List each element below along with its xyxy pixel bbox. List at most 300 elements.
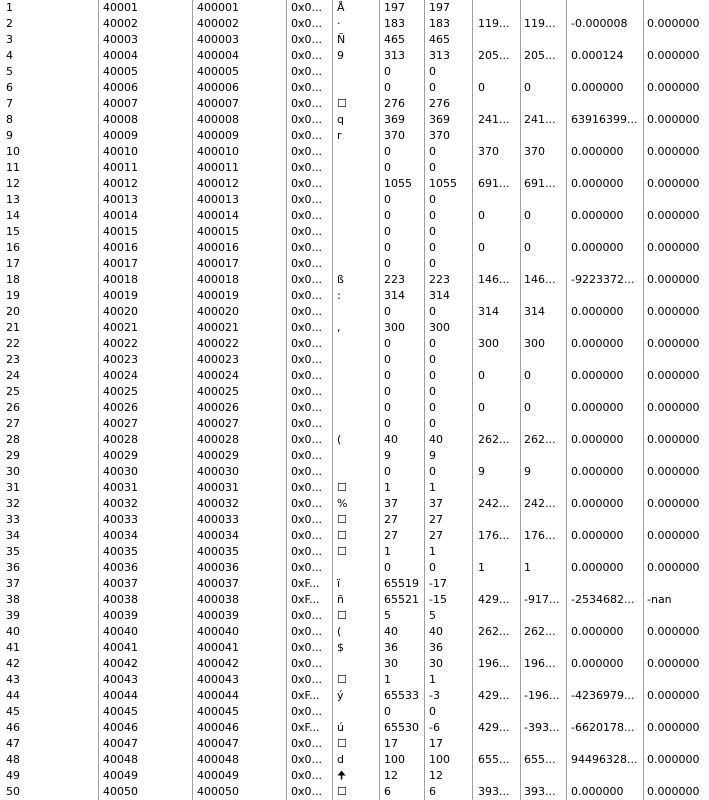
- unsigned-value-cell: 369: [384, 113, 405, 126]
- long-signed-value-cell: [524, 768, 566, 784]
- signed-value-cell: 30: [429, 657, 443, 670]
- register-address-long-cell: 400025: [197, 385, 239, 398]
- long-unsigned-value-cell: 1: [478, 561, 485, 574]
- long-signed-value-cell: [524, 288, 566, 304]
- hex-value-cell: 0x0...: [291, 1, 322, 14]
- float-value-cell: [571, 480, 643, 496]
- register-address-cell: 40046: [103, 721, 138, 734]
- char-value-cell: ☐: [337, 97, 347, 110]
- register-address-cell: 40033: [103, 513, 138, 526]
- register-address-cell: 40040: [103, 625, 138, 638]
- long-unsigned-value-cell: 0: [478, 209, 485, 222]
- char-value-cell: r: [337, 129, 342, 142]
- double-value-cell: [647, 0, 707, 16]
- register-address-long-cell: 400012: [197, 177, 239, 190]
- table-row[interactable]: [0, 112, 709, 128]
- double-value-cell: [647, 544, 707, 560]
- unsigned-value-cell: 27: [384, 529, 398, 542]
- signed-value-cell: 276: [429, 97, 450, 110]
- float-value-cell: [571, 768, 643, 784]
- char-value-cell: [337, 336, 379, 352]
- signed-value-cell: 12: [429, 769, 443, 782]
- hex-value-cell: 0x0...: [291, 81, 322, 94]
- unsigned-value-cell: 314: [384, 289, 405, 302]
- long-unsigned-value-cell: 655...: [478, 753, 510, 766]
- float-value-cell: [571, 256, 643, 272]
- hex-value-cell: 0xF...: [291, 593, 320, 606]
- row-index-cell: 25: [6, 385, 20, 398]
- double-value-cell: 0.000000: [647, 529, 700, 542]
- register-address-long-cell: 400019: [197, 289, 239, 302]
- double-value-cell: 0.000000: [647, 465, 700, 478]
- double-value-cell: [647, 320, 707, 336]
- char-value-cell: [337, 400, 379, 416]
- table-row[interactable]: [0, 496, 709, 512]
- long-signed-value-cell: [524, 384, 566, 400]
- register-address-long-cell: 400020: [197, 305, 239, 318]
- table-row[interactable]: [0, 512, 709, 528]
- double-value-cell: 0.000000: [647, 657, 700, 670]
- table-row[interactable]: [0, 528, 709, 544]
- hex-value-cell: 0x0...: [291, 305, 322, 318]
- long-unsigned-value-cell: [478, 512, 520, 528]
- long-signed-value-cell: 314: [524, 305, 545, 318]
- table-row[interactable]: [0, 608, 709, 624]
- long-unsigned-value-cell: [478, 288, 520, 304]
- long-signed-value-cell: 370: [524, 145, 545, 158]
- hex-value-cell: 0x0...: [291, 65, 322, 78]
- char-value-cell: [337, 704, 379, 720]
- table-row[interactable]: [0, 304, 709, 320]
- float-value-cell: [571, 704, 643, 720]
- hex-value-cell: 0x0...: [291, 417, 322, 430]
- long-signed-value-cell: 119...: [524, 17, 556, 30]
- row-index-cell: 26: [6, 401, 20, 414]
- long-signed-value-cell: 242...: [524, 497, 556, 510]
- table-row[interactable]: [0, 288, 709, 304]
- double-value-cell: [647, 160, 707, 176]
- signed-value-cell: 0: [429, 161, 436, 174]
- row-index-cell: 24: [6, 369, 20, 382]
- long-signed-value-cell: [524, 192, 566, 208]
- register-address-long-cell: 400032: [197, 497, 239, 510]
- char-value-cell: ☐: [337, 609, 347, 622]
- double-value-cell: [647, 672, 707, 688]
- row-index-cell: 13: [6, 193, 20, 206]
- hex-value-cell: 0x0...: [291, 625, 322, 638]
- long-signed-value-cell: 0: [524, 241, 531, 254]
- signed-value-cell: 1: [429, 545, 436, 558]
- signed-value-cell: 0: [429, 241, 436, 254]
- unsigned-value-cell: 0: [384, 465, 391, 478]
- long-signed-value-cell: 300: [524, 337, 545, 350]
- table-row[interactable]: [0, 0, 709, 16]
- register-address-long-cell: 400049: [197, 769, 239, 782]
- table-row[interactable]: [0, 144, 709, 160]
- table-row[interactable]: [0, 336, 709, 352]
- hex-value-cell: 0x0...: [291, 225, 322, 238]
- long-signed-value-cell: 241...: [524, 113, 556, 126]
- signed-value-cell: 0: [429, 305, 436, 318]
- row-index-cell: 5: [6, 65, 13, 78]
- double-value-cell: [647, 64, 707, 80]
- char-value-cell: ý: [337, 689, 344, 702]
- unsigned-value-cell: 6: [384, 785, 391, 798]
- register-address-long-cell: 400043: [197, 673, 239, 686]
- register-address-long-cell: 400033: [197, 513, 239, 526]
- char-value-cell: %: [337, 497, 348, 510]
- float-value-cell: [571, 576, 643, 592]
- register-address-long-cell: 400050: [197, 785, 239, 798]
- register-address-cell: 40037: [103, 577, 138, 590]
- hex-value-cell: 0x0...: [291, 321, 322, 334]
- char-value-cell: [337, 80, 379, 96]
- register-address-cell: 40035: [103, 545, 138, 558]
- table-row[interactable]: [0, 272, 709, 288]
- hex-value-cell: 0x0...: [291, 705, 322, 718]
- table-row[interactable]: [0, 464, 709, 480]
- register-address-long-cell: 400010: [197, 145, 239, 158]
- register-address-cell: 40018: [103, 273, 138, 286]
- register-address-long-cell: 400011: [197, 161, 239, 174]
- long-signed-value-cell: [524, 640, 566, 656]
- table-row[interactable]: [0, 240, 709, 256]
- long-unsigned-value-cell: [478, 96, 520, 112]
- table-row[interactable]: [0, 544, 709, 560]
- row-index-cell: 46: [6, 721, 20, 734]
- double-value-cell: [647, 384, 707, 400]
- table-row[interactable]: [0, 688, 709, 704]
- char-value-cell: :: [337, 289, 341, 302]
- double-value-cell: [647, 256, 707, 272]
- table-row[interactable]: [0, 32, 709, 48]
- register-address-cell: 40025: [103, 385, 138, 398]
- hex-value-cell: 0x0...: [291, 545, 322, 558]
- table-row[interactable]: [0, 16, 709, 32]
- table-row[interactable]: [0, 320, 709, 336]
- table-row[interactable]: [0, 128, 709, 144]
- unsigned-value-cell: 1: [384, 673, 391, 686]
- register-address-long-cell: 400024: [197, 369, 239, 382]
- row-index-cell: 6: [6, 81, 13, 94]
- double-value-cell: [647, 512, 707, 528]
- float-value-cell: -2534682...: [571, 593, 635, 606]
- row-index-cell: 38: [6, 593, 20, 606]
- register-address-cell: 40011: [103, 161, 138, 174]
- table-row[interactable]: [0, 624, 709, 640]
- table-row[interactable]: [0, 208, 709, 224]
- table-row[interactable]: [0, 784, 709, 800]
- float-value-cell: [571, 32, 643, 48]
- signed-value-cell: 0: [429, 337, 436, 350]
- signed-value-cell: 0: [429, 65, 436, 78]
- register-address-cell: 40007: [103, 97, 138, 110]
- register-address-long-cell: 400013: [197, 193, 239, 206]
- unsigned-value-cell: 1: [384, 545, 391, 558]
- long-unsigned-value-cell: [478, 736, 520, 752]
- register-address-long-cell: 400039: [197, 609, 239, 622]
- row-index-cell: 31: [6, 481, 20, 494]
- long-signed-value-cell: [524, 608, 566, 624]
- float-value-cell: [571, 512, 643, 528]
- hex-value-cell: 0x0...: [291, 513, 322, 526]
- hex-value-cell: 0x0...: [291, 609, 322, 622]
- register-address-cell: 40009: [103, 129, 138, 142]
- long-unsigned-value-cell: [478, 704, 520, 720]
- signed-value-cell: 6: [429, 785, 436, 798]
- double-value-cell: [647, 480, 707, 496]
- signed-value-cell: 1: [429, 673, 436, 686]
- signed-value-cell: -17: [429, 577, 447, 590]
- char-value-cell: ï: [337, 577, 341, 590]
- table-row[interactable]: [0, 560, 709, 576]
- table-row[interactable]: [0, 432, 709, 448]
- signed-value-cell: 1: [429, 481, 436, 494]
- float-value-cell: [571, 672, 643, 688]
- long-unsigned-value-cell: 314: [478, 305, 499, 318]
- table-row[interactable]: [0, 192, 709, 208]
- float-value-cell: -4236979...: [571, 689, 635, 702]
- char-value-cell: Ñ: [337, 33, 346, 46]
- row-index-cell: 23: [6, 353, 20, 366]
- row-index-cell: 47: [6, 737, 20, 750]
- float-value-cell: [571, 128, 643, 144]
- hex-value-cell: 0x0...: [291, 161, 322, 174]
- row-index-cell: 12: [6, 177, 20, 190]
- signed-value-cell: 9: [429, 449, 436, 462]
- row-index-cell: 1: [6, 1, 13, 14]
- long-signed-value-cell: [524, 32, 566, 48]
- float-value-cell: [571, 64, 643, 80]
- double-value-cell: 0.000000: [647, 113, 700, 126]
- hex-value-cell: 0x0...: [291, 129, 322, 142]
- signed-value-cell: 40: [429, 625, 443, 638]
- row-index-cell: 3: [6, 33, 13, 46]
- table-row[interactable]: [0, 752, 709, 768]
- register-address-long-cell: 400002: [197, 17, 239, 30]
- hex-value-cell: 0x0...: [291, 33, 322, 46]
- unsigned-value-cell: 12: [384, 769, 398, 782]
- register-address-cell: 40020: [103, 305, 138, 318]
- register-address-cell: 40043: [103, 673, 138, 686]
- float-value-cell: [571, 224, 643, 240]
- double-value-cell: [647, 224, 707, 240]
- signed-value-cell: 0: [429, 225, 436, 238]
- table-row[interactable]: [0, 64, 709, 80]
- char-value-cell: [337, 352, 379, 368]
- table-row[interactable]: [0, 176, 709, 192]
- register-address-cell: 40036: [103, 561, 138, 574]
- table-row[interactable]: [0, 400, 709, 416]
- hex-value-cell: 0x0...: [291, 177, 322, 190]
- row-index-cell: 36: [6, 561, 20, 574]
- float-value-cell: 0.000000: [571, 241, 624, 254]
- long-signed-value-cell: 176...: [524, 529, 556, 542]
- unsigned-value-cell: 300: [384, 321, 405, 334]
- table-row[interactable]: [0, 416, 709, 432]
- float-value-cell: 0.000000: [571, 497, 624, 510]
- double-value-cell: [647, 96, 707, 112]
- double-value-cell: 0.000000: [647, 785, 700, 798]
- long-signed-value-cell: 146...: [524, 273, 556, 286]
- register-address-cell: 40042: [103, 657, 138, 670]
- register-address-long-cell: 400003: [197, 33, 239, 46]
- long-signed-value-cell: [524, 128, 566, 144]
- long-unsigned-value-cell: [478, 672, 520, 688]
- row-index-cell: 27: [6, 417, 20, 430]
- unsigned-value-cell: 1055: [384, 177, 412, 190]
- double-value-cell: [647, 704, 707, 720]
- table-row[interactable]: [0, 592, 709, 608]
- table-row[interactable]: [0, 448, 709, 464]
- register-address-cell: 40014: [103, 209, 138, 222]
- char-value-cell: [337, 368, 379, 384]
- table-row[interactable]: [0, 736, 709, 752]
- long-signed-value-cell: [524, 480, 566, 496]
- unsigned-value-cell: 0: [384, 193, 391, 206]
- register-address-cell: 40048: [103, 753, 138, 766]
- register-address-long-cell: 400038: [197, 593, 239, 606]
- double-value-cell: 0.000000: [647, 401, 700, 414]
- hex-value-cell: 0xF...: [291, 721, 320, 734]
- char-value-cell: [337, 256, 379, 272]
- register-address-long-cell: 400005: [197, 65, 239, 78]
- table-row[interactable]: [0, 384, 709, 400]
- table-row[interactable]: [0, 368, 709, 384]
- hex-value-cell: 0x0...: [291, 785, 322, 798]
- signed-value-cell: 17: [429, 737, 443, 750]
- double-value-cell: [647, 576, 707, 592]
- register-address-cell: 40031: [103, 481, 138, 494]
- table-row[interactable]: [0, 80, 709, 96]
- register-address-cell: 40049: [103, 769, 138, 782]
- long-unsigned-value-cell: 429...: [478, 689, 510, 702]
- unsigned-value-cell: 0: [384, 241, 391, 254]
- char-value-cell: [337, 240, 379, 256]
- float-value-cell: 0.000000: [571, 657, 624, 670]
- float-value-cell: 0.000000: [571, 561, 624, 574]
- long-unsigned-value-cell: 300: [478, 337, 499, 350]
- hex-value-cell: 0x0...: [291, 385, 322, 398]
- table-row[interactable]: [0, 480, 709, 496]
- signed-value-cell: 36: [429, 641, 443, 654]
- row-index-cell: 9: [6, 129, 13, 142]
- long-unsigned-value-cell: [478, 0, 520, 16]
- table-row[interactable]: [0, 656, 709, 672]
- char-value-cell: ☐: [337, 513, 347, 526]
- table-row[interactable]: [0, 704, 709, 720]
- row-index-cell: 33: [6, 513, 20, 526]
- float-value-cell: 0.000000: [571, 177, 624, 190]
- hex-value-cell: 0x0...: [291, 753, 322, 766]
- row-index-cell: 8: [6, 113, 13, 126]
- signed-value-cell: 0: [429, 417, 436, 430]
- hex-value-cell: 0x0...: [291, 257, 322, 270]
- register-address-cell: 40002: [103, 17, 138, 30]
- float-value-cell: 0.000000: [571, 529, 624, 542]
- unsigned-value-cell: 183: [384, 17, 405, 30]
- unsigned-value-cell: 0: [384, 305, 391, 318]
- register-address-long-cell: 400036: [197, 561, 239, 574]
- table-row[interactable]: [0, 352, 709, 368]
- unsigned-value-cell: 37: [384, 497, 398, 510]
- hex-value-cell: 0x0...: [291, 49, 322, 62]
- float-value-cell: 0.000000: [571, 465, 624, 478]
- unsigned-value-cell: 1: [384, 481, 391, 494]
- hex-value-cell: 0x0...: [291, 769, 322, 782]
- signed-value-cell: 0: [429, 257, 436, 270]
- register-address-long-cell: 400017: [197, 257, 239, 270]
- signed-value-cell: 0: [429, 209, 436, 222]
- table-row[interactable]: [0, 224, 709, 240]
- signed-value-cell: 370: [429, 129, 450, 142]
- float-value-cell: 0.000000: [571, 337, 624, 350]
- double-value-cell: 0.000000: [647, 561, 700, 574]
- double-value-cell: [647, 352, 707, 368]
- long-signed-value-cell: 262...: [524, 625, 556, 638]
- hex-value-cell: 0x0...: [291, 433, 322, 446]
- table-row[interactable]: [0, 640, 709, 656]
- register-address-cell: 40034: [103, 529, 138, 542]
- register-address-cell: 40038: [103, 593, 138, 606]
- register-address-long-cell: 400041: [197, 641, 239, 654]
- register-address-cell: 40023: [103, 353, 138, 366]
- table-row[interactable]: [0, 160, 709, 176]
- char-value-cell: ☐: [337, 737, 347, 750]
- unsigned-value-cell: 65519: [384, 577, 419, 590]
- float-value-cell: 94496328...: [571, 753, 638, 766]
- register-address-long-cell: 400027: [197, 417, 239, 430]
- register-address-cell: 40022: [103, 337, 138, 350]
- float-value-cell: 0.000000: [571, 305, 624, 318]
- unsigned-value-cell: 5: [384, 609, 391, 622]
- table-row[interactable]: [0, 672, 709, 688]
- table-row[interactable]: [0, 96, 709, 112]
- long-signed-value-cell: [524, 256, 566, 272]
- long-unsigned-value-cell: 393...: [478, 785, 510, 798]
- char-value-cell: [337, 192, 379, 208]
- char-value-cell: ß: [337, 273, 344, 286]
- long-unsigned-value-cell: 691...: [478, 177, 510, 190]
- double-value-cell: 0.000000: [647, 241, 700, 254]
- double-value-cell: 0.000000: [647, 497, 700, 510]
- table-row[interactable]: [0, 576, 709, 592]
- register-address-long-cell: 400004: [197, 49, 239, 62]
- float-value-cell: [571, 544, 643, 560]
- register-address-cell: 40005: [103, 65, 138, 78]
- register-address-cell: 40003: [103, 33, 138, 46]
- long-unsigned-value-cell: [478, 320, 520, 336]
- float-value-cell: -0.000008: [571, 17, 628, 30]
- row-index-cell: 17: [6, 257, 20, 270]
- long-signed-value-cell: [524, 320, 566, 336]
- signed-value-cell: 223: [429, 273, 450, 286]
- long-unsigned-value-cell: [478, 640, 520, 656]
- long-unsigned-value-cell: [478, 256, 520, 272]
- unsigned-value-cell: 276: [384, 97, 405, 110]
- double-value-cell: [647, 288, 707, 304]
- table-row[interactable]: [0, 720, 709, 736]
- table-row[interactable]: [0, 256, 709, 272]
- unsigned-value-cell: 465: [384, 33, 405, 46]
- register-address-long-cell: 400040: [197, 625, 239, 638]
- signed-value-cell: 300: [429, 321, 450, 334]
- signed-value-cell: 183: [429, 17, 450, 30]
- table-row[interactable]: [0, 768, 709, 784]
- register-address-long-cell: 400023: [197, 353, 239, 366]
- table-row[interactable]: [0, 48, 709, 64]
- char-value-cell: (: [337, 433, 342, 446]
